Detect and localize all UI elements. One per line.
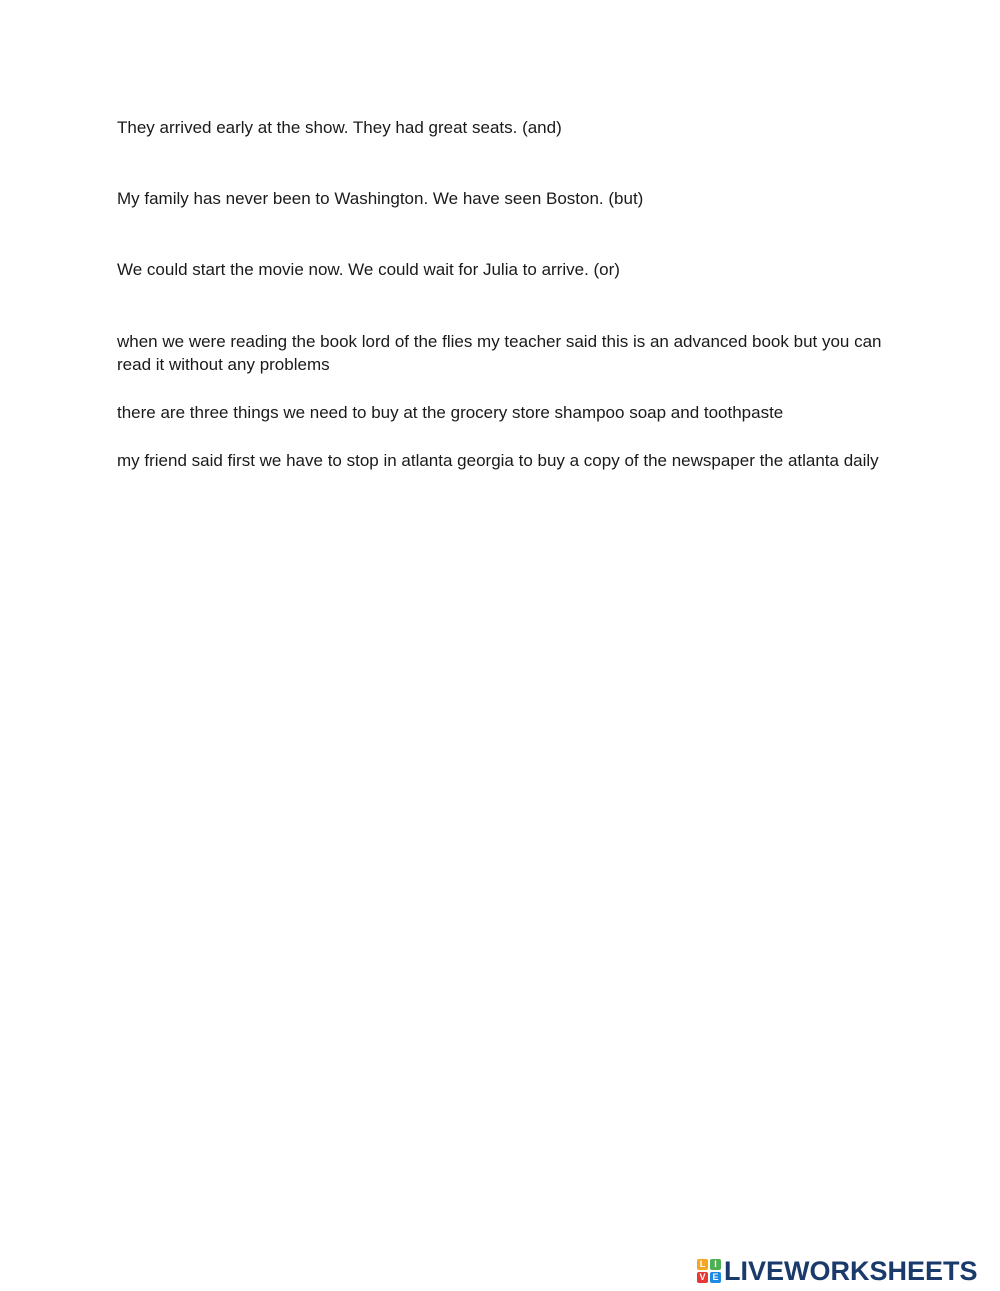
logo-letter: E	[710, 1272, 721, 1283]
brand-text: LIVEWORKSHEETS	[724, 1256, 978, 1286]
sentence-4: when we were reading the book lord of the flies my teacher said this is an advanced book but you can read it without any problems	[117, 332, 882, 374]
sentence-1: They arrived early at the show. They had great seats. (and)	[117, 118, 562, 137]
logo-letter: L	[697, 1259, 708, 1270]
sentence-3: We could start the movie now. We could wait for Julia to arrive. (or)	[117, 260, 620, 279]
liveworksheets-logo	[697, 1256, 978, 1286]
sentence-5: there are three things we need to buy at the grocery store shampoo soap and toothpaste	[117, 403, 784, 422]
logo-letter: I	[710, 1259, 721, 1270]
logo-letter: V	[697, 1272, 708, 1283]
logo-blocks-icon	[697, 1259, 721, 1283]
sentence-2: My family has never been to Washington. We have seen Boston. (but)	[117, 189, 644, 208]
sentence-6: my friend said first we have to stop in atlanta georgia to buy a copy of the newspaper the atlanta daily	[117, 451, 879, 470]
